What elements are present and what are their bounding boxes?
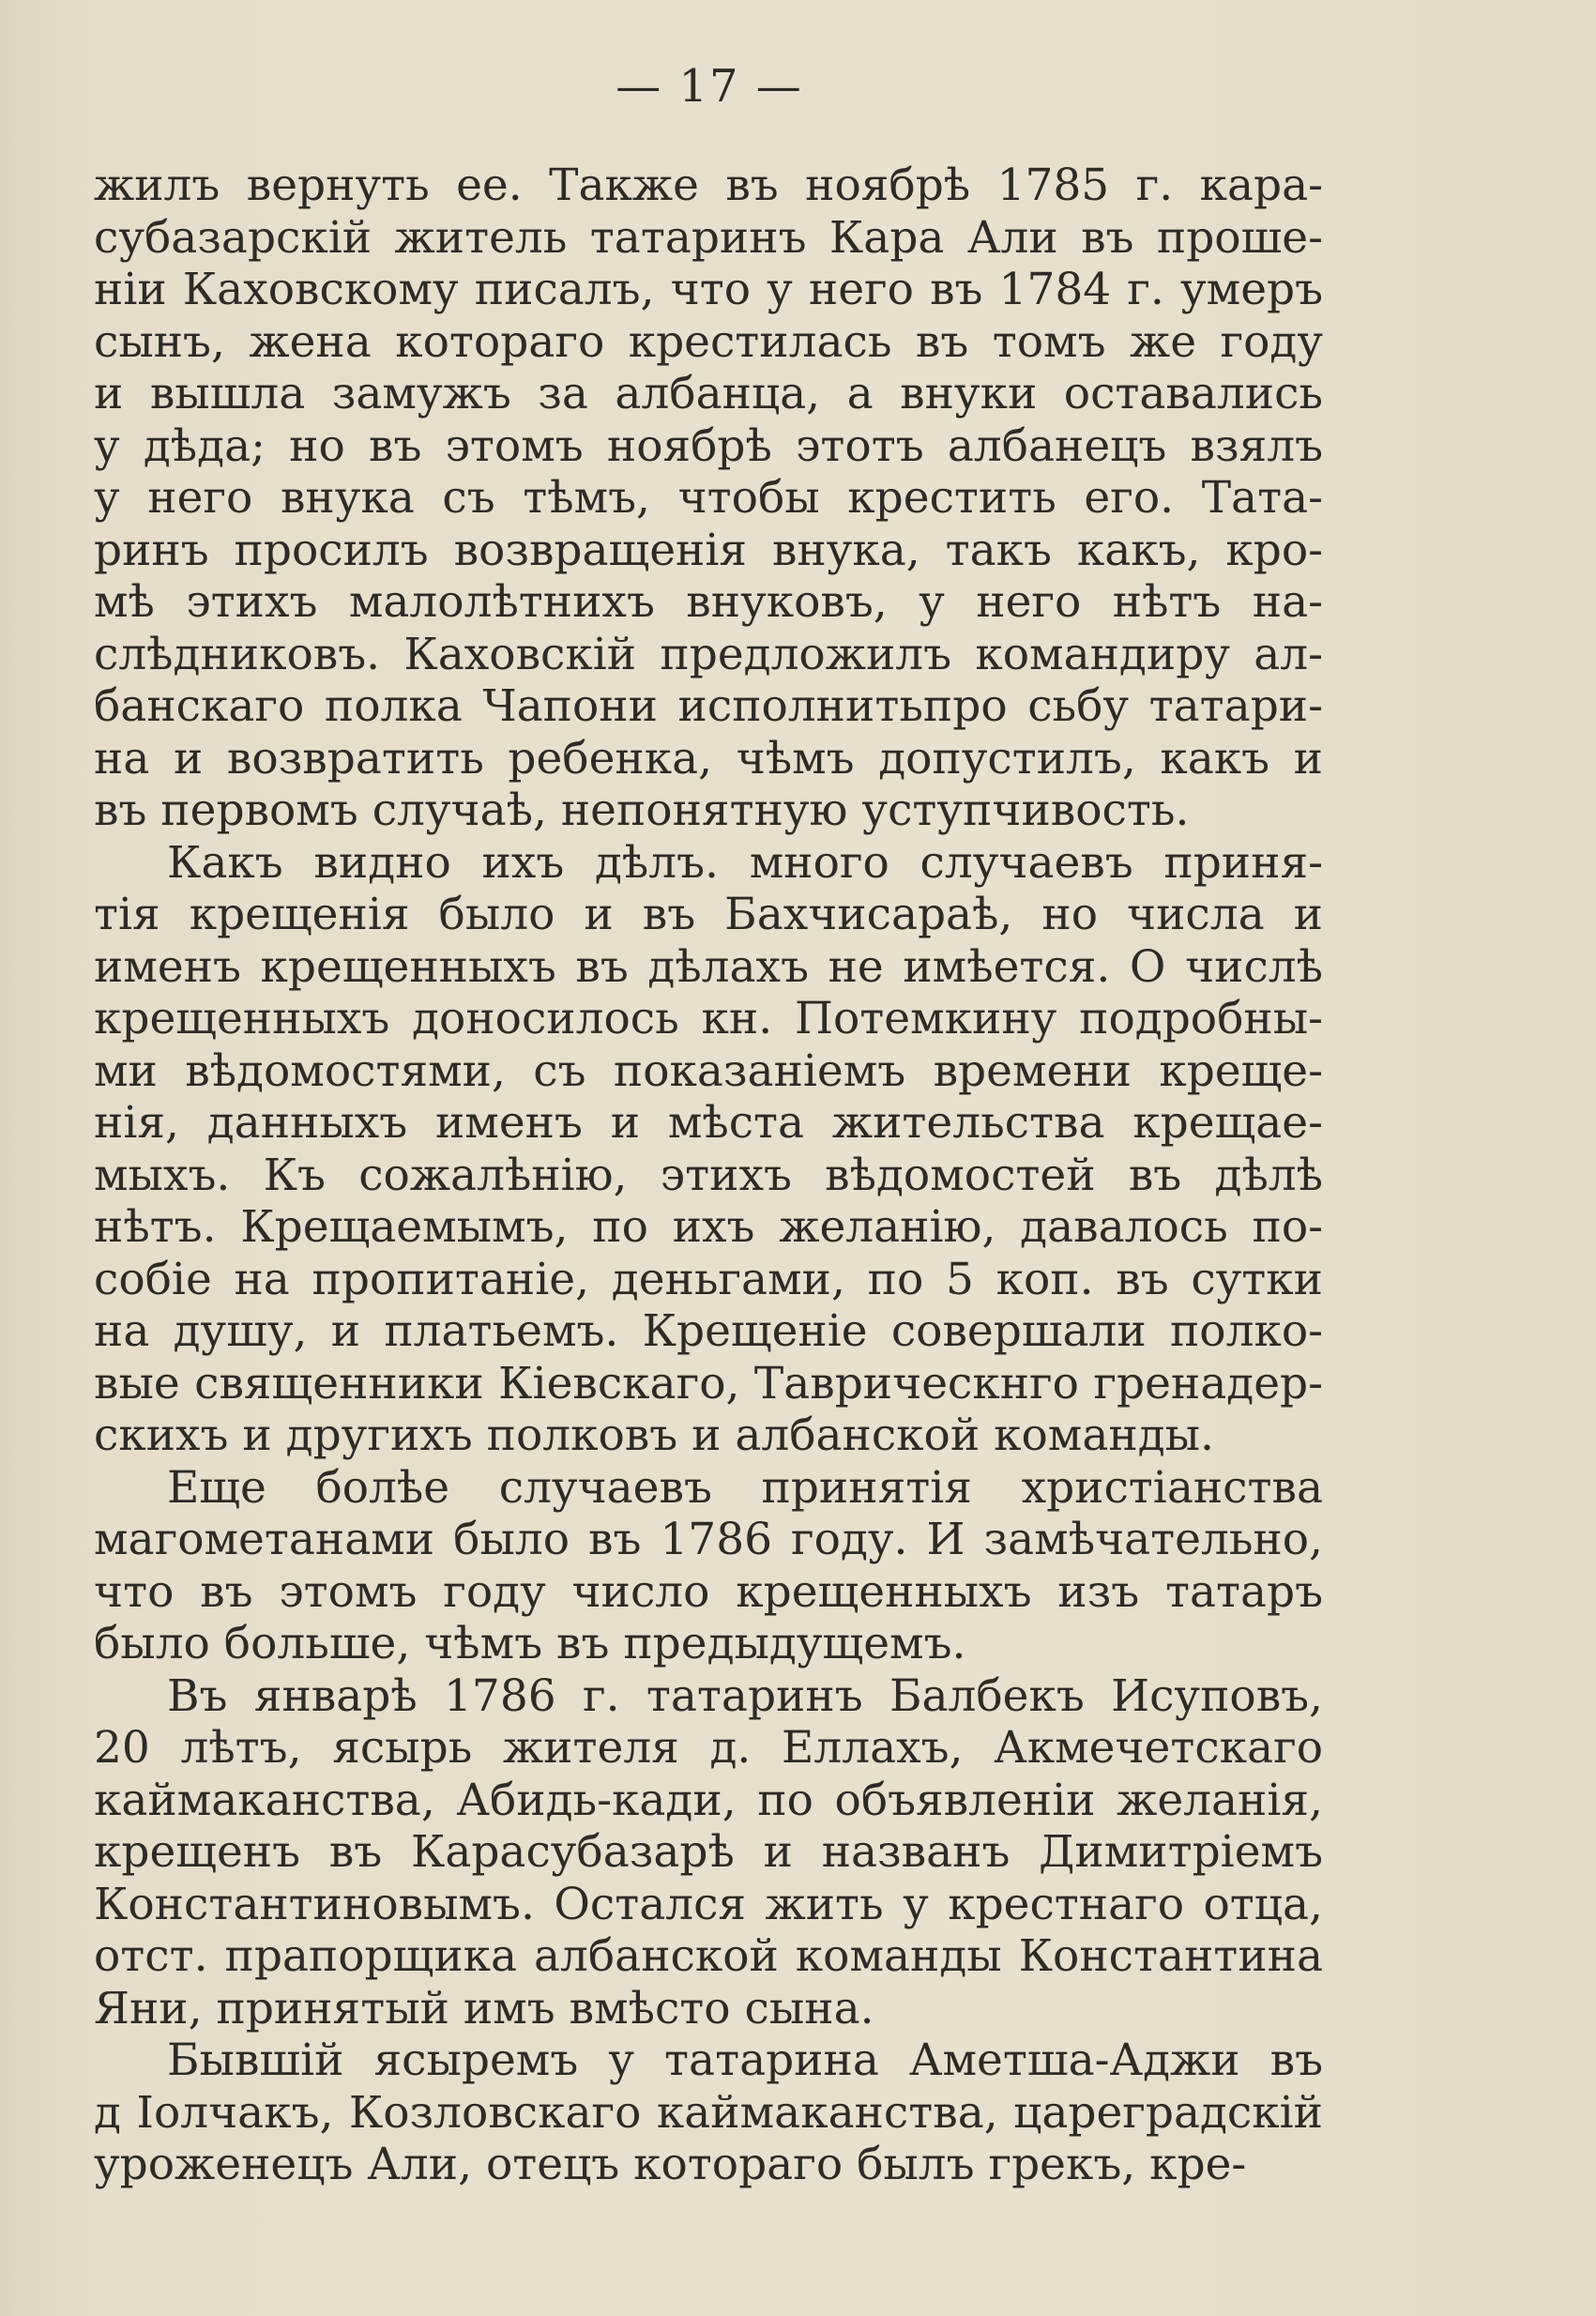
text-line: именъ крещенныхъ въ дѣлахъ не имѣется. О числѣ [94, 940, 1323, 993]
text-line: Еще болѣе случаевъ принятія христіанства [167, 1461, 1323, 1514]
text-line: банскаго полка Чапони исполнитьпро сьбу татари- [94, 680, 1323, 732]
text-line: Константиновымъ. Остался жить у крестнаго отца, [94, 1878, 1323, 1930]
text-line: сынъ, жена котораго крестилась въ томъ же году [94, 315, 1323, 368]
text-line: что въ этомъ году число крещенныхъ изъ татаръ [94, 1565, 1323, 1618]
text-line: нѣтъ. Крещаемымъ, по ихъ желанію, давалось по- [94, 1201, 1323, 1253]
paragraph-1 [94, 160, 1323, 837]
text-line: Какъ видно ихъ дѣлъ. много случаевъ приня- [167, 836, 1323, 889]
text-line: у него внука съ тѣмъ, чтобы крестить его. Тата- [94, 472, 1323, 524]
body-text [94, 160, 1323, 2191]
text-line: 20 лѣтъ, ясырь жителя д. Еллахъ, Акмечетскаго [94, 1722, 1323, 1774]
text-line: на и возвратить ребенка, чѣмъ допустилъ, какъ и [94, 732, 1323, 785]
paragraph-2 [94, 837, 1323, 1462]
text-line: ніи Каховскому писалъ, что у него въ 1784 г. умеръ [94, 264, 1323, 315]
text-line: уроженецъ Али, отецъ котораго былъ грекъ, кре- [94, 2139, 1247, 2190]
paragraph-4 [94, 1670, 1323, 2035]
text-line: у дѣда; но въ этомъ ноябрѣ этотъ албанецъ взялъ [94, 419, 1323, 472]
text-line: отст. прапорщика албанской команды Константина [94, 1930, 1323, 1982]
text-line: ми вѣдомостями, съ показаніемъ времени креще- [94, 1044, 1323, 1097]
text-line: Яни, принятый имъ вмѣсто сына. [94, 1982, 874, 2034]
paragraph-5 [94, 2034, 1323, 2191]
text-line: слѣдниковъ. Каховскій предложилъ командиру ал- [94, 628, 1323, 680]
text-line: скихъ и другихъ полковъ и албанской команды. [94, 1409, 1214, 1461]
text-line: ринъ просилъ возвращенія внука, такъ какъ, кро- [94, 524, 1323, 576]
text-line: д Іолчакъ, Козловскаго каймаканства, цареградскій [94, 2086, 1323, 2139]
text-line: на душу, и платьемъ. Крещеніе совершали полко- [94, 1305, 1323, 1357]
text-line: вые священники Кіевскаго, Таврическнго гренадер- [94, 1357, 1323, 1409]
text-line: мыхъ. Къ сожалѣнію, этихъ вѣдомостей въ дѣлѣ [94, 1149, 1323, 1201]
text-line: тія крещенія было и въ Бахчисараѣ, но числа и [94, 889, 1323, 940]
text-line: и вышла замужъ за албанца, а внуки оставались [94, 368, 1323, 419]
text-line: каймаканства, Абидь-кади, по объявленіи желанія, [94, 1774, 1323, 1826]
text-line: крещенъ въ Карасубазарѣ и названъ Димитріемъ [94, 1826, 1323, 1878]
page-number: — 17 — [616, 60, 803, 113]
text-line: субазарскій житель татаринъ Кара Али въ проше- [94, 211, 1323, 264]
text-line: нія, данныхъ именъ и мѣста жительства крещае- [94, 1097, 1323, 1149]
paragraph-3 [94, 1462, 1323, 1670]
text-line: было больше, чѣмъ въ предыдущемъ. [94, 1618, 966, 1669]
text-line: крещенныхъ доносилось кн. Потемкину подробны- [94, 993, 1323, 1044]
text-line: Въ январѣ 1786 г. татаринъ Балбекъ Исуповъ, [167, 1669, 1323, 1722]
text-line: магометанами было въ 1786 году. И замѣчательно, [94, 1514, 1323, 1565]
text-line: жилъ вернуть ее. Также въ ноябрѣ 1785 г. кара- [94, 160, 1323, 211]
text-line: Бывшій ясыремъ у татарина Аметша-Аджи въ [167, 2034, 1323, 2086]
text-line: въ первомъ случаѣ, непонятную уступчивость. [94, 785, 1190, 836]
text-line: собіе на пропитаніе, деньгами, по 5 коп. въ сутки [94, 1253, 1323, 1305]
text-line: мѣ этихъ малолѣтнихъ внуковъ, у него нѣтъ на- [94, 576, 1323, 628]
